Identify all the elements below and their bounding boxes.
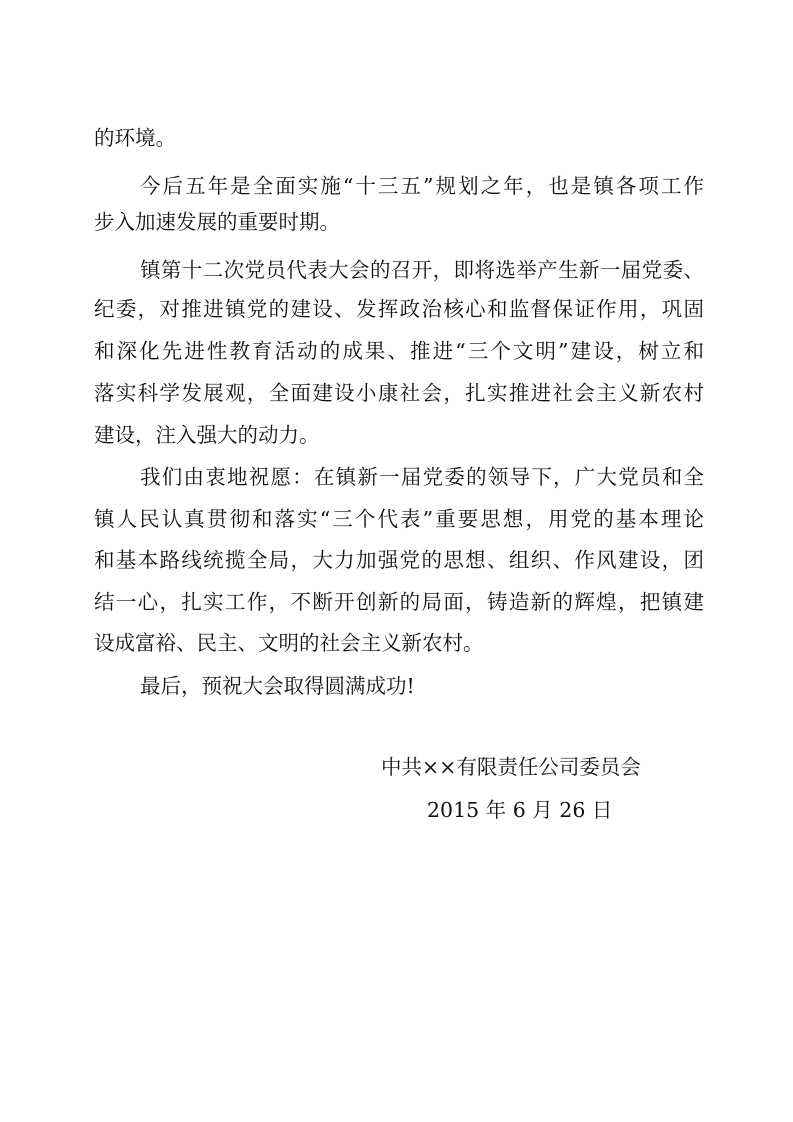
paragraph-line: 和基本路线统揽全局，大力加强党的思想、组织、作风建设，团: [94, 548, 704, 572]
signature-date: 2015 年 6 月 26 日: [427, 798, 613, 822]
paragraph-line: 和深化先进性教育活动的成果、推进“三个文明”建设，树立和: [94, 339, 704, 363]
paragraph-line: 今后五年是全面实施“十三五”规划之年，也是镇各项工作: [140, 174, 704, 198]
paragraph-line: 镇第十二次党员代表大会的召开，即将选举产生新一届党委、: [140, 258, 704, 282]
paragraph-line: 落实科学发展观，全面建设小康社会，扎实推进社会主义新农村: [94, 381, 704, 405]
paragraph-line: 的环境。: [94, 126, 176, 150]
paragraph-line: 步入加速发展的重要时期。: [94, 210, 340, 234]
paragraph-line: 纪委，对推进镇党的建设、发挥政治核心和监督保证作用，巩固: [94, 297, 704, 321]
paragraph-line: 最后，预祝大会取得圆满成功!: [140, 674, 415, 698]
paragraph-line: 设成富裕、民主、文明的社会主义新农村。: [94, 631, 484, 655]
paragraph-line: 我们由衷地祝愿：在镇新一届党委的领导下，广大党员和全: [140, 465, 704, 489]
signature-organization: 中共××有限责任公司委员会: [381, 755, 641, 779]
paragraph-line: 结一心，扎实工作，不断开创新的局面，铸造新的辉煌，把镇建: [94, 590, 704, 614]
paragraph-line: 镇人民认真贯彻和落实“三个代表”重要思想，用党的基本理论: [94, 507, 704, 531]
paragraph-line: 建设，注入强大的动力。: [94, 423, 320, 447]
